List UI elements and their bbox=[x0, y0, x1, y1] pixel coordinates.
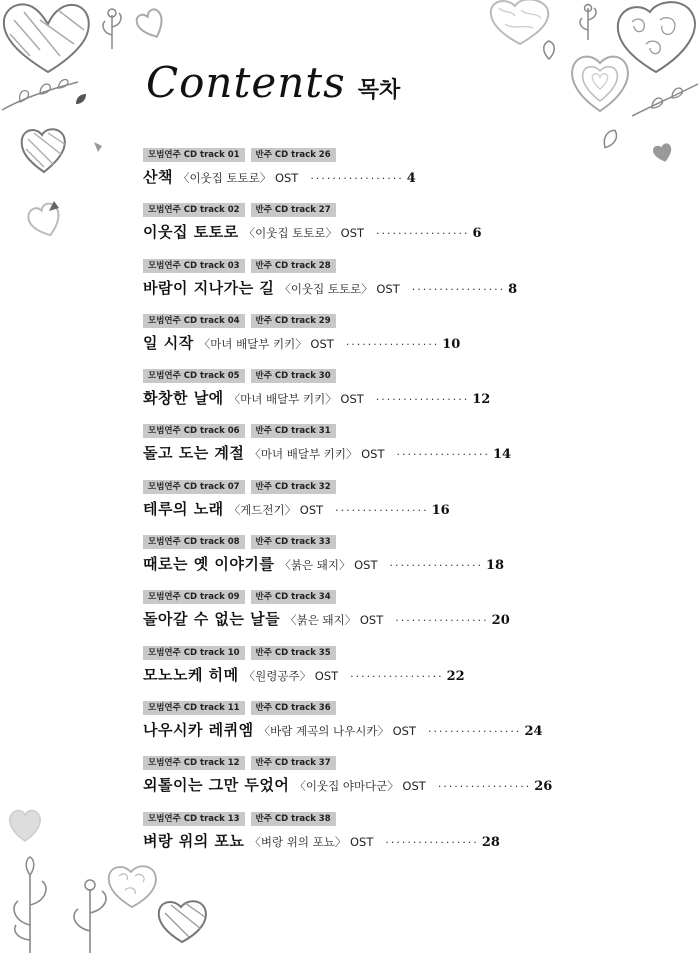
accompaniment-track-tag: 반주 CD track 36 bbox=[251, 701, 336, 715]
song-source: 〈마녀 배달부 키키〉 OST bbox=[228, 392, 364, 407]
branch-icon bbox=[630, 80, 700, 120]
song-source: 〈붉은 돼지〉 OST bbox=[279, 558, 378, 573]
heart-outline-icon bbox=[135, 8, 167, 40]
demo-track-tag: 모범연주 CD track 07 bbox=[143, 480, 245, 494]
song-title: 때로는 옛 이야기를 bbox=[143, 555, 275, 574]
accompaniment-track-tag: 반주 CD track 30 bbox=[251, 369, 336, 383]
song-title: 벼랑 위의 포뇨 bbox=[143, 831, 245, 850]
page-title bbox=[146, 58, 400, 107]
song-title: 일 시작 bbox=[143, 333, 194, 352]
demo-track-tag: 모범연주 CD track 08 bbox=[143, 535, 245, 549]
accompaniment-track-tag: 반주 CD track 38 bbox=[251, 812, 336, 826]
leader-dots: ················· bbox=[345, 337, 440, 351]
demo-track-tag: 모범연주 CD track 01 bbox=[143, 148, 245, 162]
demo-track-tag: 모범연주 CD track 05 bbox=[143, 369, 245, 383]
page-number: 18 bbox=[485, 558, 505, 574]
page-number: 16 bbox=[431, 502, 450, 518]
toc-entry[interactable] bbox=[143, 756, 663, 811]
leader-dots: ················· bbox=[411, 282, 506, 296]
page-number: 6 bbox=[472, 226, 482, 242]
song-source: 〈원령공주〉 OST bbox=[243, 668, 339, 683]
flower-sprig-icon bbox=[95, 5, 130, 50]
page-number: 12 bbox=[472, 392, 491, 408]
page-number: 14 bbox=[492, 447, 512, 463]
song-source: 〈바람 계곡의 나우시카〉 OST bbox=[258, 723, 416, 738]
heart-hatched-icon bbox=[155, 895, 210, 945]
page-number: 10 bbox=[442, 336, 461, 352]
page-number: 24 bbox=[524, 723, 543, 739]
demo-track-tag: 모범연주 CD track 06 bbox=[143, 424, 245, 438]
demo-track-tag: 모범연주 CD track 11 bbox=[143, 701, 245, 715]
song-title: 돌아갈 수 없는 날들 bbox=[143, 610, 281, 629]
toc-entry[interactable] bbox=[143, 203, 663, 258]
accompaniment-track-tag: 반주 CD track 34 bbox=[251, 590, 336, 604]
accompaniment-track-tag: 반주 CD track 31 bbox=[251, 424, 336, 438]
song-title: 나우시카 레퀴엠 bbox=[143, 720, 254, 739]
page-number: 28 bbox=[481, 834, 500, 850]
page-number: 26 bbox=[534, 779, 553, 795]
song-title: 이웃집 토토로 bbox=[143, 223, 239, 242]
flower-sprig-icon bbox=[0, 855, 60, 955]
toc-entry[interactable] bbox=[143, 590, 663, 645]
petal-icon bbox=[74, 92, 88, 106]
demo-track-tag: 모범연주 CD track 02 bbox=[143, 203, 245, 217]
demo-track-tag: 모범연주 CD track 12 bbox=[143, 756, 245, 770]
heart-doodle-icon bbox=[0, 0, 95, 75]
song-title: 테루의 노래 bbox=[143, 499, 224, 518]
toc-entry[interactable] bbox=[143, 314, 663, 369]
leaf-icon bbox=[600, 128, 620, 150]
table-of-contents bbox=[143, 148, 663, 867]
song-title: 산책 bbox=[143, 168, 173, 186]
leader-dots: ················· bbox=[395, 614, 489, 628]
toc-entry[interactable] bbox=[143, 424, 663, 479]
heart-hatched-icon bbox=[18, 125, 70, 175]
petal-icon bbox=[48, 200, 60, 212]
title-script: Contents bbox=[146, 58, 346, 107]
leader-dots: ················· bbox=[396, 448, 490, 462]
toc-entry[interactable] bbox=[143, 812, 663, 867]
demo-track-tag: 모범연주 CD track 04 bbox=[143, 314, 245, 328]
petal-icon bbox=[92, 140, 104, 154]
leader-dots: ················· bbox=[375, 393, 470, 407]
song-source: 〈이웃집 토토로〉 OST bbox=[243, 226, 365, 241]
song-title: 바람이 지나가는 길 bbox=[143, 278, 275, 297]
toc-entry[interactable] bbox=[143, 259, 663, 314]
leader-dots: ················· bbox=[427, 724, 522, 738]
toc-entry[interactable] bbox=[143, 369, 663, 424]
title-korean: 목차 bbox=[357, 78, 401, 103]
leader-dots: ················· bbox=[437, 780, 532, 794]
toc-entry[interactable] bbox=[143, 148, 663, 203]
accompaniment-track-tag: 반주 CD track 37 bbox=[251, 756, 336, 770]
song-title: 모노노케 히메 bbox=[143, 665, 239, 684]
leader-dots: ················· bbox=[385, 835, 479, 849]
leader-dots: ················· bbox=[310, 172, 404, 185]
leader-dots: ················· bbox=[350, 669, 444, 683]
toc-entry[interactable] bbox=[143, 480, 663, 535]
accompaniment-track-tag: 반주 CD track 33 bbox=[251, 535, 336, 549]
heart-outline-icon bbox=[565, 45, 635, 115]
song-source: 〈마녀 배달부 키키〉 OST bbox=[198, 336, 334, 351]
song-source: 〈이웃집 토토로〉 OST bbox=[177, 171, 299, 185]
heart-outline-icon bbox=[5, 805, 45, 845]
accompaniment-track-tag: 반주 CD track 26 bbox=[251, 148, 336, 162]
accompaniment-track-tag: 반주 CD track 28 bbox=[251, 259, 336, 273]
song-source: 〈마녀 배달부 키키〉 OST bbox=[249, 447, 385, 462]
accompaniment-track-tag: 반주 CD track 27 bbox=[251, 203, 336, 217]
song-title: 외톨이는 그만 두었어 bbox=[143, 776, 290, 795]
song-title: 돌고 도는 계절 bbox=[143, 444, 245, 463]
leader-dots: ················· bbox=[389, 559, 483, 573]
heart-doodle-icon bbox=[485, 0, 555, 45]
toc-entry[interactable] bbox=[143, 646, 663, 701]
toc-entry[interactable] bbox=[143, 535, 663, 590]
page-number: 4 bbox=[406, 171, 416, 186]
song-source: 〈이웃집 야마다군〉 OST bbox=[294, 779, 426, 794]
leader-dots: ················· bbox=[376, 227, 470, 241]
song-source: 〈게드전기〉 OST bbox=[228, 502, 324, 517]
song-source: 〈이웃집 토토로〉 OST bbox=[279, 281, 400, 296]
song-source: 〈벼랑 위의 포뇨〉 OST bbox=[249, 834, 374, 849]
demo-track-tag: 모범연주 CD track 03 bbox=[143, 259, 245, 273]
heart-swirl-icon bbox=[105, 860, 160, 910]
song-title: 화창한 날에 bbox=[143, 389, 224, 408]
accompaniment-track-tag: 반주 CD track 29 bbox=[251, 314, 336, 328]
toc-entry[interactable] bbox=[143, 701, 663, 756]
accompaniment-track-tag: 반주 CD track 35 bbox=[251, 646, 336, 660]
branch-icon bbox=[0, 70, 80, 115]
demo-track-tag: 모범연주 CD track 10 bbox=[143, 646, 245, 660]
demo-track-tag: 모범연주 CD track 13 bbox=[143, 812, 245, 826]
song-source: 〈붉은 돼지〉 OST bbox=[285, 613, 384, 628]
page-number: 22 bbox=[446, 668, 465, 684]
leaf-icon bbox=[540, 40, 558, 60]
page-number: 20 bbox=[491, 613, 510, 629]
flower-sprig-icon bbox=[568, 2, 608, 42]
accompaniment-track-tag: 반주 CD track 32 bbox=[251, 480, 336, 494]
leader-dots: ················· bbox=[335, 503, 429, 517]
page-number: 8 bbox=[508, 281, 518, 297]
demo-track-tag: 모범연주 CD track 09 bbox=[143, 590, 245, 604]
